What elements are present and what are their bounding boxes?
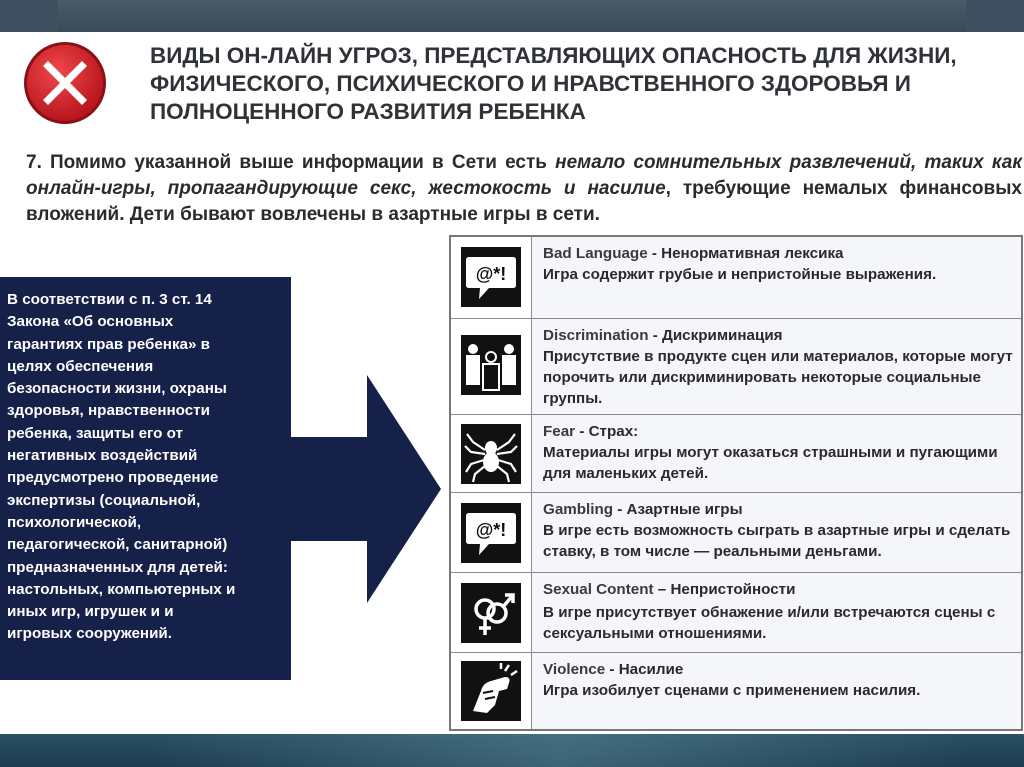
- violence-icon: [461, 661, 521, 721]
- rating-en: Bad Language: [543, 245, 648, 262]
- rating-ru: - Насилие: [605, 661, 684, 678]
- rating-ru: - Азартные игры: [613, 501, 743, 518]
- rating-text: [543, 243, 1019, 285]
- intro-part: , требующие немалых финансовых вложений. Дети бывают вовлечены в азартные игры в сети.: [26, 178, 1022, 225]
- law-line: безопасности жизни, охраны: [7, 380, 227, 398]
- title-line: ВИДЫ ОН-ЛАЙН УГРОЗ, ПРЕДСТАВЛЯЮЩИХ ОПАСНОСТЬ ДЛЯ ЖИЗНИ,: [150, 43, 957, 68]
- rating-text: [543, 579, 1019, 644]
- rating-row: [451, 493, 1021, 573]
- rating-desc: В игре есть возможность сыграть в азартные игры и сделать ставку, в том числе — реальными деньгами.: [543, 522, 1011, 560]
- title-line: ПОЛНОЦЕННОГО РАЗВИТИЯ РЕБЕНКА: [150, 99, 586, 124]
- rating-header: [543, 659, 1019, 680]
- rating-icon-cell: [451, 493, 532, 572]
- rating-en: Sexual Content: [543, 581, 654, 598]
- title-line: ФИЗИЧЕСКОГО, ПСИХИЧЕСКОГО И НРАВСТВЕННОГО ЗДОРОВЬЯ И: [150, 71, 911, 96]
- bottom-bar: [0, 734, 1024, 767]
- svg-text:@*!: @*!: [475, 520, 507, 540]
- rating-en: Discrimination: [543, 327, 649, 344]
- rating-desc: В игре присутствует обнажение и/или встречаются сцены с сексуальными отношениями.: [543, 604, 996, 642]
- rating-header: [543, 421, 1019, 442]
- rating-ru: - Дискриминация: [648, 327, 783, 344]
- intro-italic: немало сомнительных развлечений, таких как онлайн-игры, пропагандирующие секс, жестокость и насилие: [26, 152, 1022, 199]
- law-line: иных игр, игрушек и и: [7, 603, 174, 621]
- rating-row: [451, 415, 1021, 493]
- law-line: предназначенных для детей:: [7, 558, 228, 576]
- law-line: В соответствии с п. 3 ст. 14: [7, 291, 212, 308]
- top-bar: [0, 0, 1024, 32]
- rating-header: [543, 579, 1019, 600]
- law-line: здоровья, нравственности: [7, 402, 210, 420]
- bottom-bar-highlight: [150, 734, 970, 767]
- intro-part: 7. Помимо указанной выше информации в Сети есть: [26, 152, 556, 173]
- rating-desc: Материалы игры могут оказаться страшными и пугающими для маленьких детей.: [543, 444, 998, 482]
- rating-en: Gambling: [543, 501, 614, 518]
- rating-ru: - Страх:: [575, 423, 639, 440]
- law-line: гарантиях прав ребенка» в: [7, 335, 210, 353]
- law-line: игровых сооружений.: [7, 625, 172, 643]
- rating-desc: Игра изобилует сценами с применением насилия.: [543, 682, 921, 699]
- rating-text: [543, 659, 1019, 701]
- rating-icon-cell: [451, 653, 532, 729]
- law-line: настольных, компьютерных и: [7, 580, 236, 598]
- rating-en: Violence: [543, 661, 606, 678]
- slide-title: [150, 42, 1020, 126]
- rating-row: [451, 319, 1021, 415]
- law-line: негативных воздействий: [7, 447, 198, 465]
- rating-icon-cell: [451, 319, 532, 414]
- rating-row: [451, 237, 1021, 319]
- law-line: ребенка, защиты его от: [7, 424, 183, 442]
- rating-icon-cell: [451, 573, 532, 652]
- sexual-content-icon: [461, 583, 521, 643]
- rating-ru: – Непристойности: [653, 581, 796, 598]
- ratings-table: [449, 235, 1023, 731]
- rating-icon-cell: [451, 237, 532, 318]
- top-bar-inner: [58, 0, 966, 32]
- law-line: психологической,: [7, 513, 142, 531]
- law-line: педагогической, санитарной): [7, 536, 228, 554]
- intro-paragraph: [26, 150, 1022, 228]
- discrimination-icon: [461, 335, 521, 395]
- law-box: [0, 277, 291, 680]
- rating-ru: - Ненормативная лексика: [647, 245, 844, 262]
- bad-language-icon: [461, 247, 521, 307]
- rating-text: [543, 325, 1019, 409]
- law-line: Закона «Об основных: [7, 313, 174, 331]
- right-arrow-icon: [291, 375, 441, 603]
- rating-row: [451, 573, 1021, 653]
- rating-desc: Присутствие в продукте сцен или материалов, которые могут порочить или дискриминировать некоторые социальные группы.: [543, 348, 1013, 407]
- rating-header: [543, 325, 1019, 346]
- law-line: экспертизы (социальной,: [7, 491, 201, 509]
- rating-row: [451, 653, 1021, 729]
- rating-icon-cell: [451, 415, 532, 492]
- law-line: целях обеспечения: [7, 357, 154, 375]
- rating-en: Fear: [543, 423, 576, 440]
- rating-text: [543, 499, 1019, 562]
- svg-text:@*!: @*!: [475, 264, 507, 284]
- fear-icon: [461, 424, 521, 484]
- rating-text: [543, 421, 1019, 484]
- gambling-icon: [461, 503, 521, 563]
- rating-desc: Игра содержит грубые и непристойные выражения.: [543, 266, 937, 283]
- rating-header: [543, 499, 1019, 520]
- rating-header: [543, 243, 1019, 264]
- law-line: предусмотрено проведение: [7, 469, 219, 487]
- stop-cross-icon: [22, 40, 108, 126]
